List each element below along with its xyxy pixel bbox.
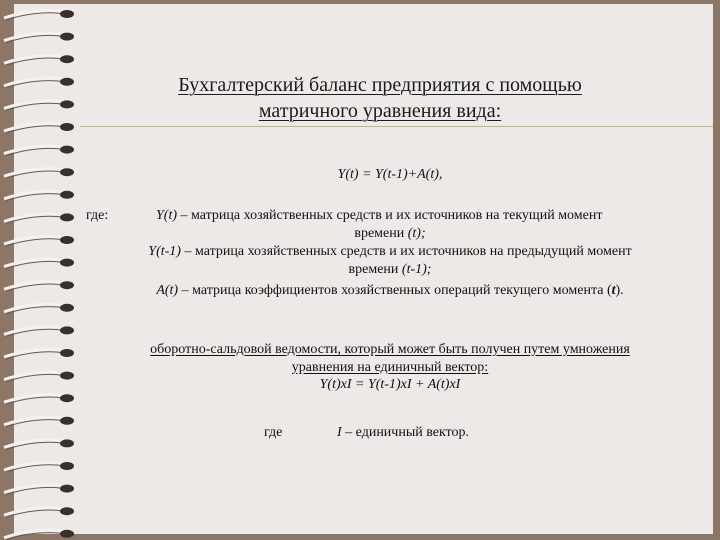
binding-hole [60,236,74,244]
title-divider [80,126,713,127]
a-description: – матрица коэффициентов хозяйственных операций текущего момента ( [178,283,612,298]
unit-vector-description: – единичный вектор. [341,425,470,440]
y-definition-cont [80,225,700,243]
spiral-coil [4,259,66,267]
spiral-coil [4,10,66,18]
binding-hole [60,439,74,447]
y1-symbol: Y(t-1) [148,244,181,259]
y1-time-word: времени [348,262,402,277]
spiral-coil [4,327,66,335]
binding-hole [60,417,74,425]
binding-hole [60,191,74,199]
y-time-symbol: (t); [407,226,426,241]
balance-equation: Y(t) = Y(t-1)+A(t), [337,167,443,182]
spiral-coil [4,485,66,493]
binding-hole [60,281,74,289]
a-definition [80,282,700,300]
binding-hole [60,10,74,18]
unit-vector-definition [337,424,469,442]
y1-definition [80,243,700,261]
spiral-coil [4,462,66,470]
binding-hole [60,146,74,154]
spiral-coil [4,236,66,244]
spiral-coil [4,191,66,199]
spiral-coil [4,33,66,41]
binding-hole [60,507,74,515]
unit-vector-symbol: I [337,425,342,440]
spiral-coil [4,508,66,516]
spiral-coil [4,440,66,448]
slide-title [100,72,660,124]
binding-hole [60,485,74,493]
binding-hole [60,259,74,267]
turnover-line-1: оборотно-сальдовой ведомости, который может быть получен путем умножения [150,342,630,357]
binding-hole [60,372,74,380]
binding-hole [60,33,74,41]
spiral-coil [4,395,66,403]
binding-hole [60,168,74,176]
binding-hole [60,123,74,131]
spiral-coil [4,56,66,64]
spiral-coil [4,169,66,177]
binding-hole [60,55,74,63]
y-symbol: Y(t) [156,208,177,223]
a-end: ). [615,283,624,298]
y-time-word: времени [354,226,408,241]
binding-hole [60,349,74,357]
binding-hole [60,326,74,334]
a-t-symbol: t [611,283,616,298]
where2-label: где [264,425,283,440]
spiral-coil [4,123,66,131]
binding-hole [60,78,74,86]
binding-hole [60,394,74,402]
binding-hole [60,530,74,538]
binding-hole [60,213,74,221]
a-symbol: A(t) [156,283,179,298]
title-line-2: матричного уравнения вида: [258,100,502,122]
spiral-coil [4,417,66,425]
spiral-coil [4,304,66,312]
y1-definition-cont [80,261,700,279]
y-definition [156,207,602,225]
binding-hole [60,462,74,470]
spiral-coil [4,282,66,290]
spiral-coil [4,101,66,109]
binding-hole [60,100,74,108]
spiral-binding [0,0,80,540]
spiral-coil [4,349,66,357]
spiral-coil [4,372,66,380]
turnover-equation: Y(t)xI = Y(t-1)xI + A(t)xI [319,377,461,392]
binding-hole [60,304,74,312]
title-line-1: Бухгалтерский баланс предприятия с помощью [178,74,582,96]
spiral-coil [4,146,66,154]
turnover-line-2: уравнения на единичный вектор: [291,360,489,375]
y1-description: – матрица хозяйственных средств и их источников на предыдущий момент [180,244,632,259]
y-description: – матрица хозяйственных средств и их источников на текущий момент [177,208,603,223]
spiral-coil [4,530,66,538]
spiral-coil [4,78,66,86]
y1-time-symbol: (t-1); [401,262,432,277]
spiral-coil [4,214,66,222]
where-label: где: [86,208,109,223]
